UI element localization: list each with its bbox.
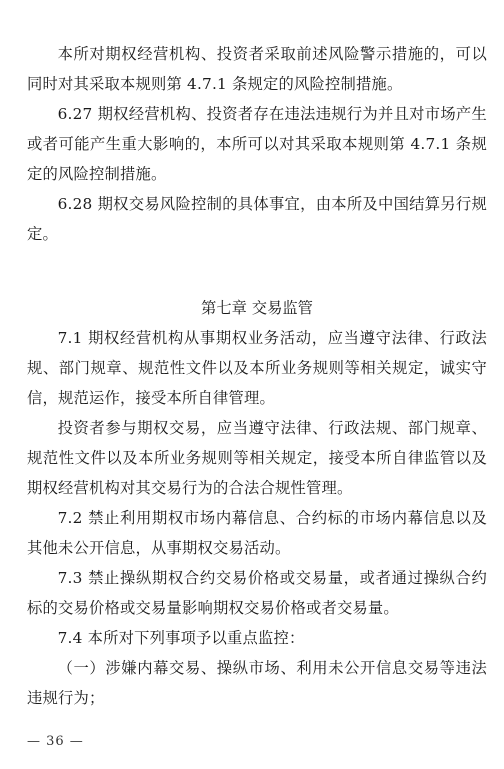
paragraph-investor-compliance: 投资者参与期权交易，应当遵守法律、行政法规、部门规章、规范性文件以及本所业务规则等相关规定，接受本所自律监管以及期权经营机构对其交易行为的合法合规性管理。 [27, 419, 487, 497]
page-number: — 36 — [27, 734, 84, 749]
document-body [27, 39, 487, 713]
list-item-1: （一）涉嫌内幕交易、操纵市场、利用未公开信息交易等违法违规行为； [27, 659, 487, 707]
paragraph-6-27: 6.27 期权经营机构、投资者存在违法违规行为并且对市场产生或者可能产生重大影响的，本所可以对其采取本规则第 4.7.1 条规定的风险控制措施。 [27, 105, 487, 183]
paragraph-7-1: 7.1 期权经营机构从事期权业务活动，应当遵守法律、行政法规、部门规章、规范性文件以及本所业务规则等相关规定，诚实守信，规范运作，接受本所自律管理。 [27, 329, 487, 407]
paragraph-7-3: 7.3 禁止操纵期权合约交易价格或交易量，或者通过操纵合约标的交易价格或交易量影响期权交易价格或者交易量。 [27, 569, 487, 617]
paragraph-7-2: 7.2 禁止利用期权市场内幕信息、合约标的市场内幕信息以及其他未公开信息，从事期权交易活动。 [27, 509, 487, 557]
chapter-heading: 第七章 交易监管 [201, 299, 313, 317]
paragraph-risk-warning: 本所对期权经营机构、投资者采取前述风险警示措施的，可以同时对其采取本规则第 4.7.1 条规定的风险控制措施。 [27, 45, 487, 93]
paragraph-6-28: 6.28 期权交易风险控制的具体事宜，由本所及中国结算另行规定。 [27, 195, 487, 243]
paragraph-7-4: 7.4 本所对下列事项予以重点监控： [57, 629, 305, 647]
